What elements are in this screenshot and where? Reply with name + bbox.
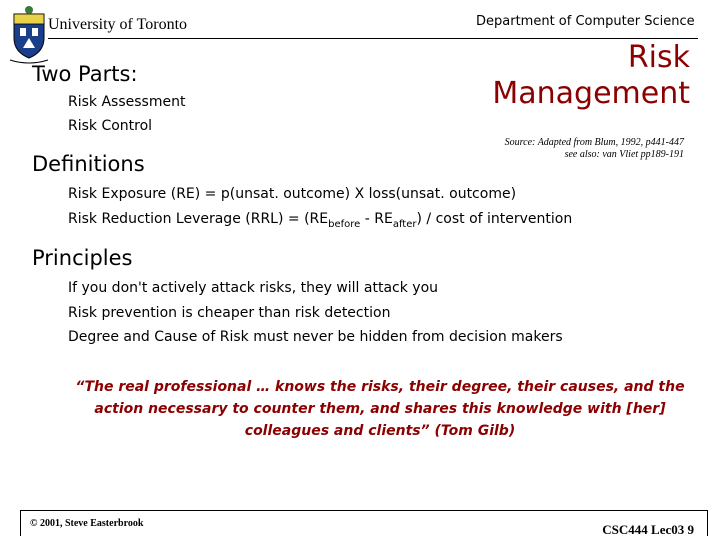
quote-line2: action necessary to counter them, and shares this knowledge with [her]	[94, 401, 666, 417]
university-crest-icon	[8, 4, 50, 66]
rrl-mid: - RE	[360, 211, 393, 227]
gilb-quote	[70, 376, 690, 442]
two-parts-item: Risk Assessment	[68, 94, 186, 110]
quote-line1: “The real professional … knows the risks, their degree, their causes, and the	[75, 379, 685, 395]
department-name: Department of Computer Science	[476, 14, 695, 29]
principle-item: Risk prevention is cheaper than risk detection	[68, 305, 391, 321]
rrl-sub-before: before	[328, 218, 361, 230]
slide-title-line2: Management	[492, 76, 690, 111]
principles-heading: Principles	[32, 246, 133, 270]
university-name: University of Toronto	[48, 16, 188, 33]
slide-number: CSC444 Lec03 9	[602, 522, 694, 537]
rrl-prefix: Risk Reduction Leverage (RRL) = (RE	[68, 211, 329, 227]
copyright-notice: © 2001, Steve Easterbrook	[30, 518, 144, 529]
slide-title-line1: Risk	[627, 40, 690, 75]
quote-line3: colleagues and clients” (Tom Gilb)	[244, 423, 516, 439]
rrl-sub-after: after	[392, 218, 417, 230]
rrl-definition	[68, 211, 572, 230]
source-note	[505, 137, 684, 161]
rrl-suffix: ) / cost of intervention	[416, 211, 573, 227]
source-line1: Source: Adapted from Blum, 1992, p441-447	[504, 137, 684, 148]
risk-exposure-definition: Risk Exposure (RE) = p(unsat. outcome) X loss(unsat. outcome)	[68, 186, 517, 202]
definitions-heading: Definitions	[32, 152, 145, 176]
source-line2: see also: van Vliet pp189-191	[564, 149, 684, 160]
principle-item: Degree and Cause of Risk must never be hidden from decision makers	[68, 329, 563, 345]
two-parts-item: Risk Control	[68, 118, 153, 134]
principle-item: If you don't actively attack risks, they will attack you	[68, 280, 439, 296]
two-parts-heading: Two Parts:	[32, 62, 138, 86]
header-divider	[48, 38, 698, 39]
